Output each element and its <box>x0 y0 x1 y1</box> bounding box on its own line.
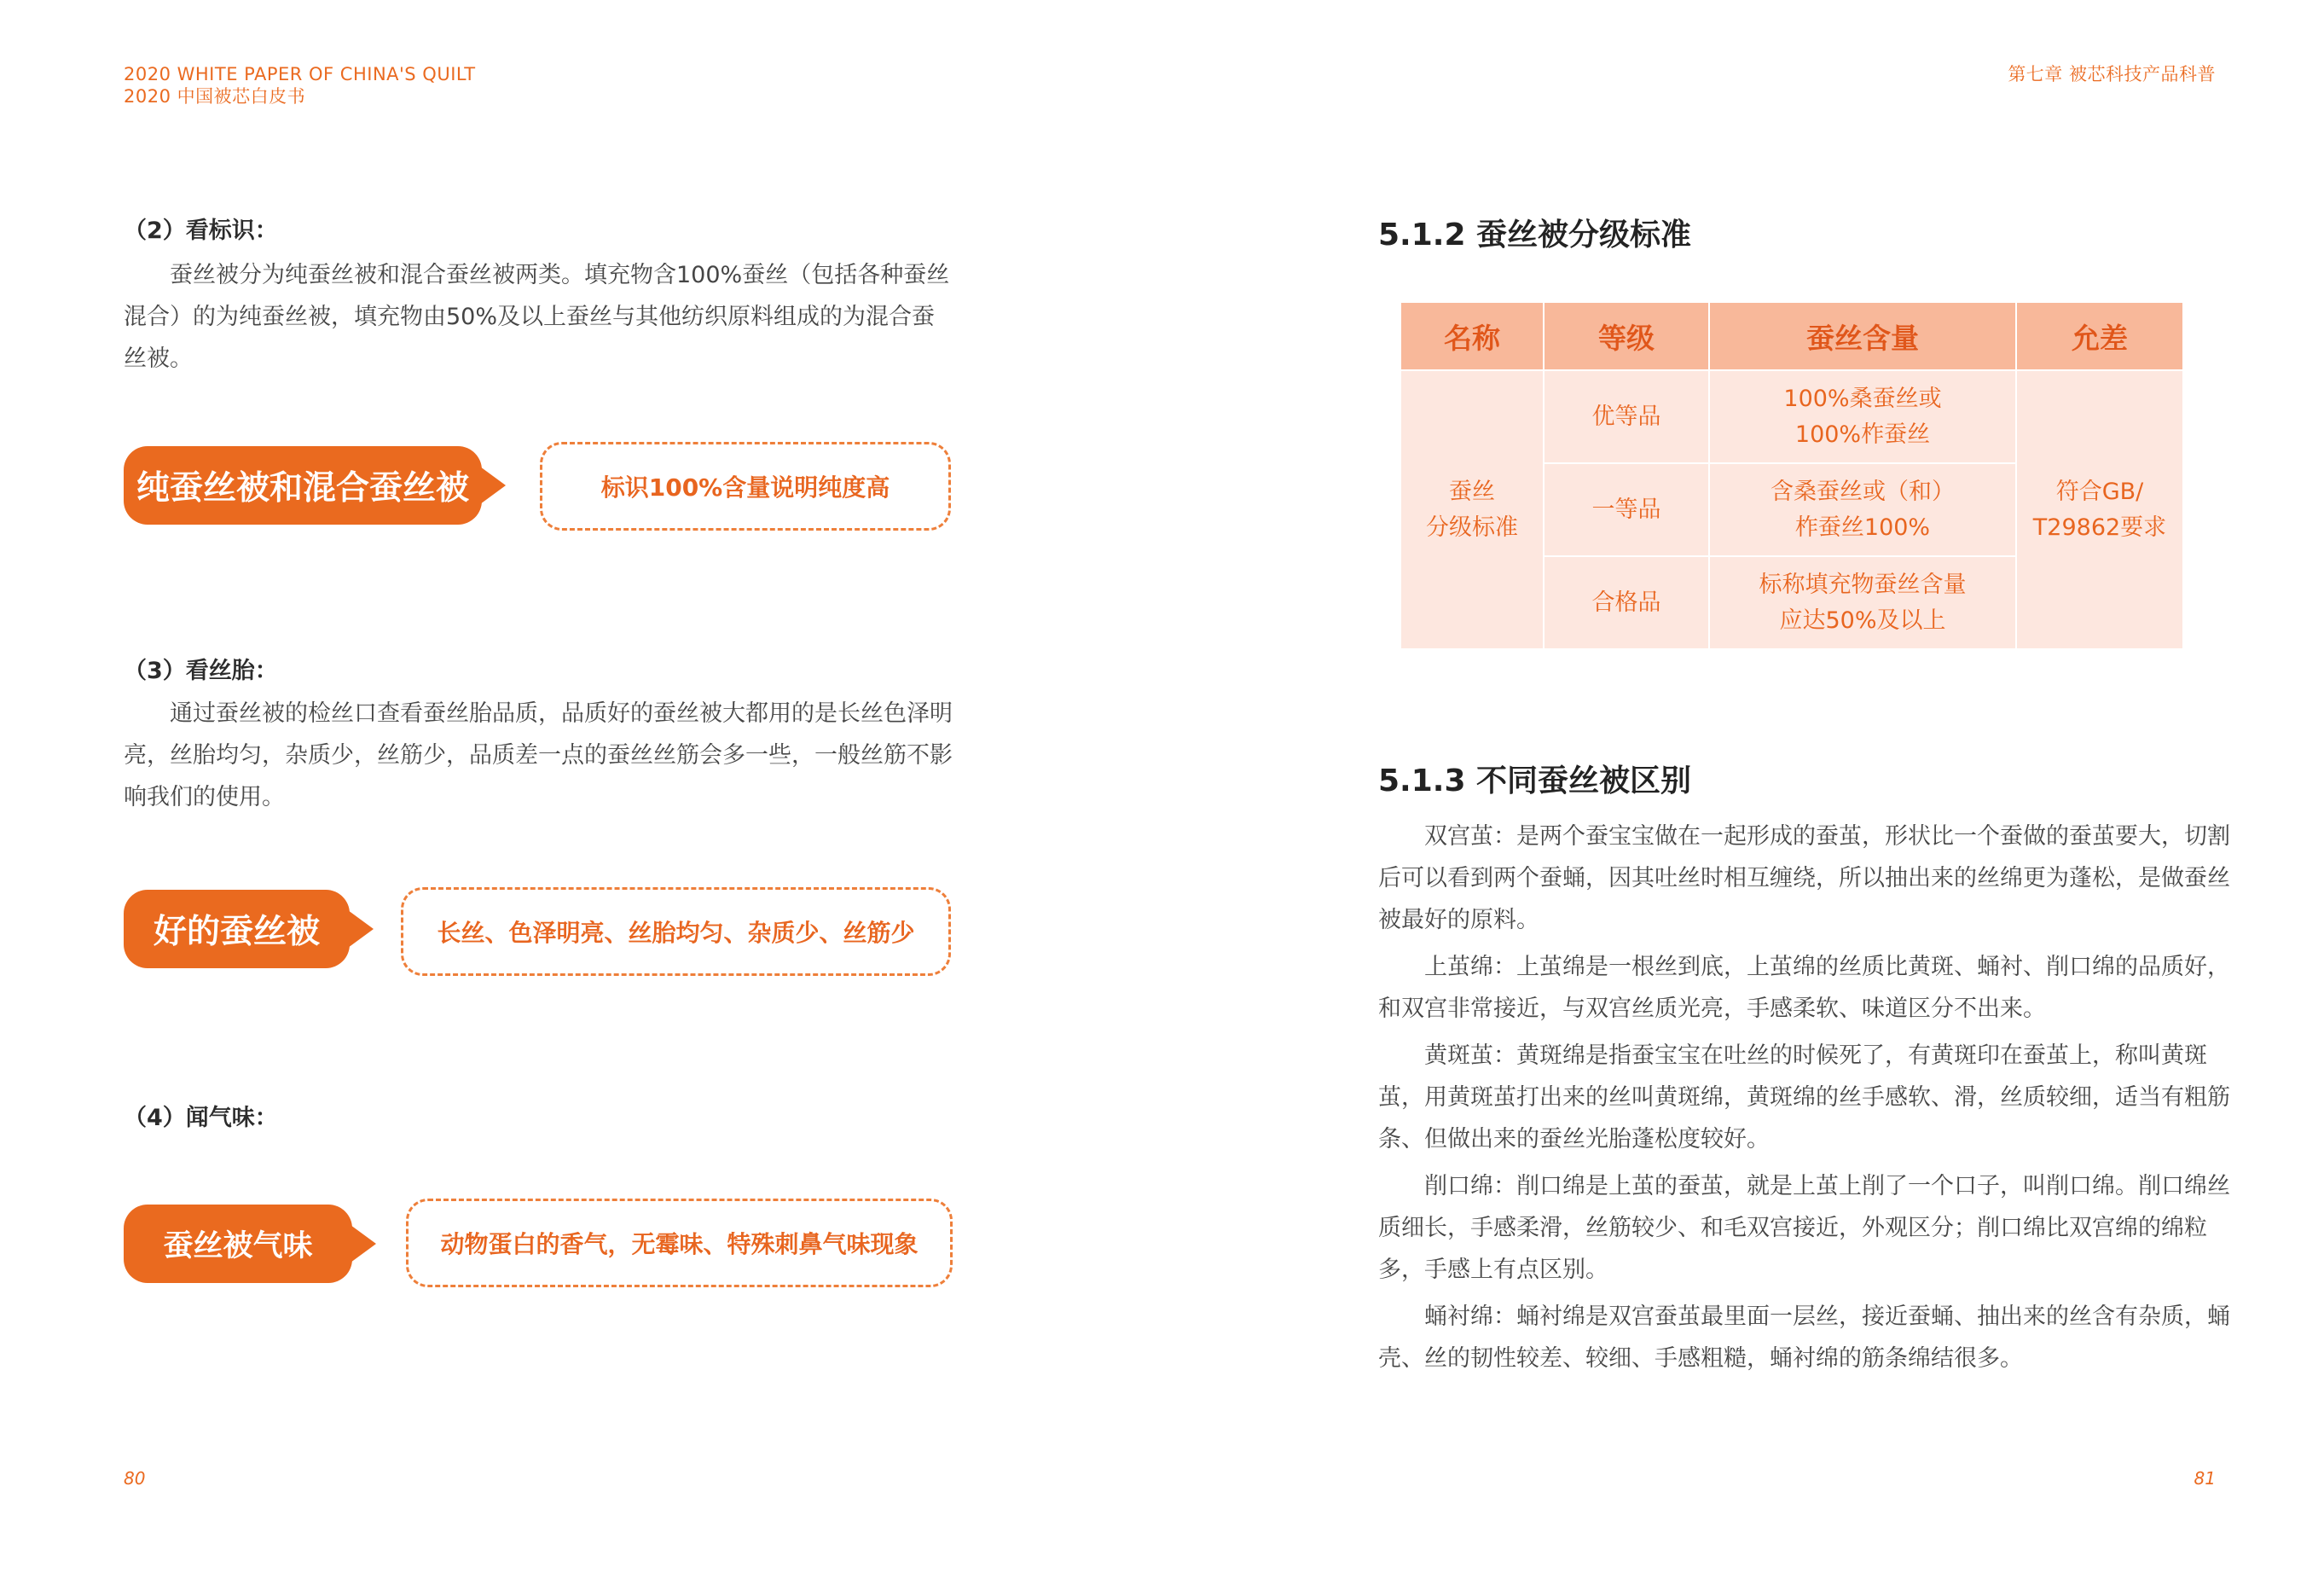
smell-pill: 蚕丝被气味 <box>124 1205 352 1283</box>
paragraph-double-cocoon: 双宫茧：是两个蚕宝宝做在一起形成的蚕茧，形状比一个蚕做的蚕茧要大，切割后可以看到两个蚕蛹，因其吐丝时相互缠绕，所以抽出来的丝绵更为蓬松，是做蚕丝被最好的原料。 <box>1378 823 2230 933</box>
tolerance-line-1: 符合GB/ <box>2055 478 2144 505</box>
grade-cell: 一等品 <box>1544 463 1709 556</box>
silk-grade-table <box>1400 301 2184 650</box>
page-number-right: 81 <box>2194 1468 2216 1489</box>
good-quilt-pill: 好的蚕丝被 <box>124 890 350 968</box>
header-chapter: 第七章 被芯科技产品科普 <box>2008 64 2216 84</box>
col-header-name: 名称 <box>1400 302 1544 370</box>
content-line-1: 标称填充物蚕丝含量 <box>1759 571 1967 598</box>
content-cell <box>1709 463 2016 556</box>
col-header-grade: 等级 <box>1544 302 1709 370</box>
pill-arrow <box>348 910 374 948</box>
content-line-1: 100%桑蚕丝或 <box>1783 385 1942 412</box>
section-4-title: （4）闻气味： <box>124 1105 278 1131</box>
table-row <box>1400 370 2183 463</box>
name-line-2: 分级标准 <box>1426 514 1518 541</box>
paragraph-cut-cocoon: 削口绵：削口绵是上茧的蚕茧，就是上茧上削了一个口子，叫削口绵。削口绵丝质细长，手感柔滑，丝筋较少、和毛双宫接近，外观区分；削口绵比双宫绵的绵粒多，手感上有点区别。 <box>1378 1173 2230 1283</box>
tolerance-cell <box>2016 370 2183 649</box>
section-2-body: 蚕丝被分为纯蚕丝被和混合蚕丝被两类。填充物含100%蚕丝（包括各种蚕丝混合）的为纯蚕丝被，填充物由50%及以上蚕丝与其他纺织原料组成的为混合蚕丝被。 <box>124 262 950 372</box>
page-number-left: 80 <box>124 1468 146 1489</box>
label-callout-box: 标识100%含量说明纯度高 <box>540 442 951 531</box>
pill-arrow <box>351 1225 376 1263</box>
name-cell <box>1400 370 1544 649</box>
section-2-title: （2）看标识： <box>124 218 278 244</box>
pill-arrow <box>480 467 506 504</box>
paragraph-yellow-spot: 黄斑茧：黄斑绵是指蚕宝宝在吐丝的时候死了，有黄斑印在蚕茧上，称叫黄斑茧，用黄斑茧打出来的丝叫黄斑绵，黄斑绵的丝手感软、滑，丝质较细，适当有粗筋条、但做出来的蚕丝光胎蓬松度较好。 <box>1378 1042 2230 1152</box>
header-title-cn: 2020 中国被芯白皮书 <box>124 86 306 107</box>
tolerance-line-2: T29862要求 <box>2032 514 2167 541</box>
content-line-2: 柞蚕丝100% <box>1794 514 1931 541</box>
quality-callout-box: 长丝、色泽明亮、丝胎均匀、杂质少、丝筋少 <box>401 887 951 976</box>
table-header-row <box>1400 302 2183 370</box>
col-header-content: 蚕丝含量 <box>1709 302 2016 370</box>
section-512-title: 5.1.2 蚕丝被分级标准 <box>1378 218 1692 253</box>
section-513-title: 5.1.3 不同蚕丝被区别 <box>1378 763 1692 798</box>
col-header-tolerance: 允差 <box>2016 302 2183 370</box>
content-cell <box>1709 556 2016 649</box>
section-3-title: （3）看丝胎： <box>124 658 278 684</box>
content-line-2: 100%柞蚕丝 <box>1794 421 1931 448</box>
smell-callout-box: 动物蛋白的香气，无霉味、特殊刺鼻气味现象 <box>406 1199 953 1287</box>
content-line-2: 应达50%及以上 <box>1779 607 1946 634</box>
grade-cell: 合格品 <box>1544 556 1709 649</box>
header-title-en: 2020 WHITE PAPER OF CHINA'S QUILT <box>124 64 476 84</box>
name-line-1: 蚕丝 <box>1449 478 1495 505</box>
silk-types-text <box>1378 816 2231 1379</box>
grade-cell: 优等品 <box>1544 370 1709 463</box>
content-line-1: 含桑蚕丝或（和） <box>1771 478 1955 505</box>
section-3-body: 通过蚕丝被的检丝口查看蚕丝胎品质，品质好的蚕丝被大都用的是长丝色泽明亮，丝胎均匀，杂质少，丝筋少，品质差一点的蚕丝丝筋会多一些，一般丝筋不影响我们的使用。 <box>124 700 953 810</box>
header-left <box>124 63 476 107</box>
content-cell <box>1709 370 2016 463</box>
paragraph-top-cocoon: 上茧绵：上茧绵是一根丝到底，上茧绵的丝质比黄斑、蛹衬、削口绵的品质好，和双宫非常接近，与双宫丝质光亮，手感柔软、味道区分不出来。 <box>1378 954 2230 1022</box>
paragraph-pupa-lining: 蛹衬绵：蛹衬绵是双宫蚕茧最里面一层丝，接近蚕蛹、抽出来的丝含有杂质，蛹壳、丝的韧性较差、较细、手感粗糙，蛹衬绵的筋条绵结很多。 <box>1378 1303 2230 1372</box>
pure-silk-pill: 纯蚕丝被和混合蚕丝被 <box>124 446 482 525</box>
